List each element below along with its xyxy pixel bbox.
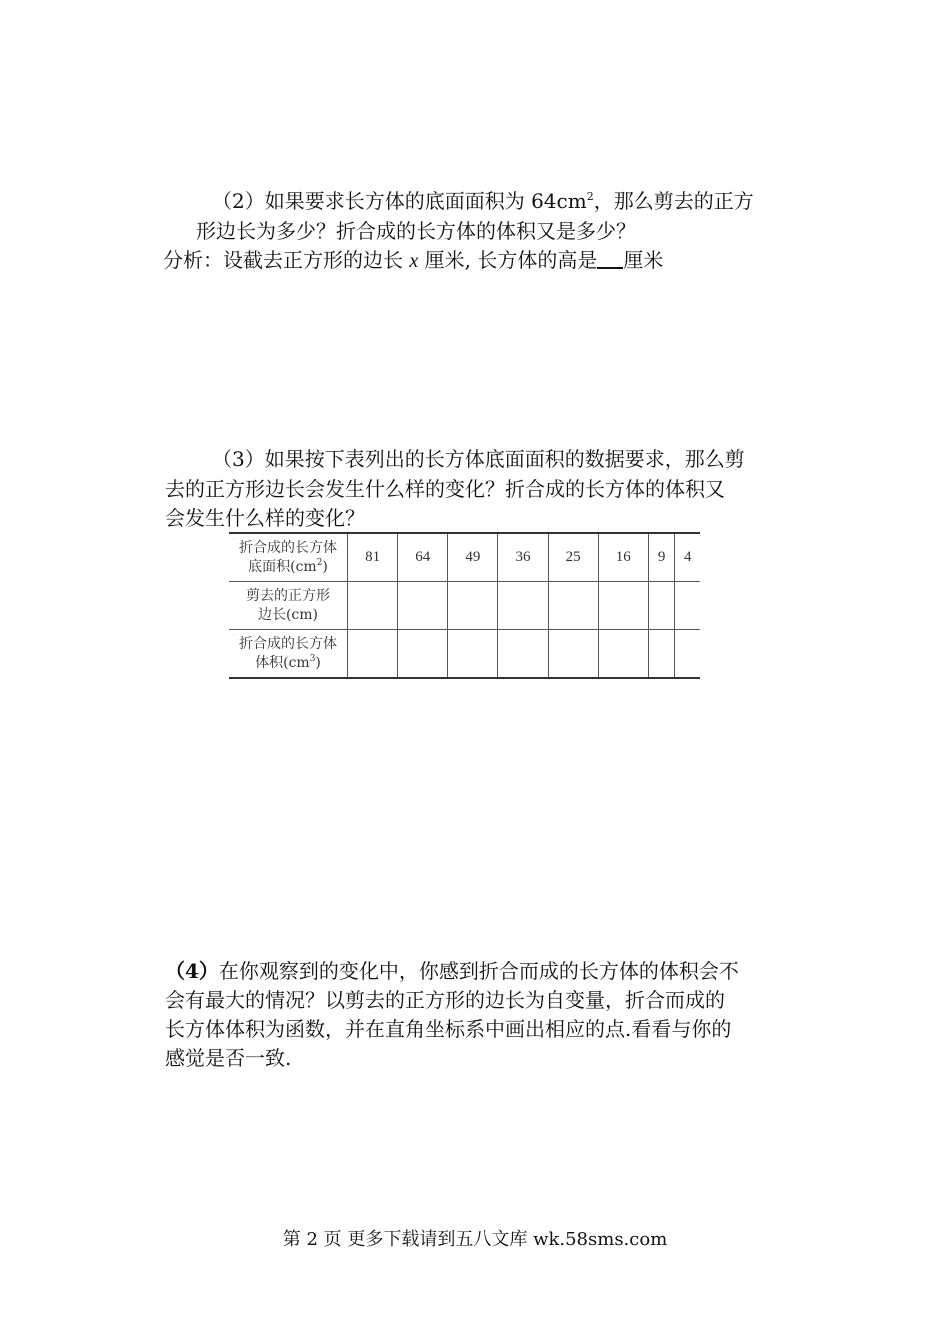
table-cell: 64 bbox=[398, 533, 448, 582]
data-table bbox=[229, 532, 700, 679]
analysis-text-c: 厘米 bbox=[623, 248, 664, 272]
table-cell: 81 bbox=[348, 533, 398, 582]
empty-cell bbox=[448, 582, 498, 630]
q2-line-1-tail: ，那么剪去的正方 bbox=[593, 189, 754, 213]
q3-line-1: （3）如果按下表列出的长方体底面面积的数据要求，那么剪 bbox=[212, 447, 745, 471]
empty-cell bbox=[348, 630, 398, 679]
empty-cell bbox=[448, 630, 498, 679]
q4-line-3: 长方体体积为函数，并在直角坐标系中画出相应的点.看看与你的 bbox=[165, 1017, 732, 1041]
q4-line-2: 会有最大的情况？以剪去的正方形的边长为自变量，折合而成的 bbox=[165, 988, 725, 1012]
row-label-base-area bbox=[229, 533, 348, 582]
row-label-base-area-close: ) bbox=[322, 558, 328, 575]
empty-cell bbox=[398, 582, 448, 630]
table-row-base-area bbox=[229, 533, 700, 582]
row-label-volume-close: ) bbox=[315, 654, 321, 671]
superscript-2: 2 bbox=[586, 190, 594, 203]
row-label-base-area-sup: 2 bbox=[316, 557, 323, 568]
analysis-text-a: 分析：设截去正方形的边长 bbox=[163, 248, 410, 272]
table-row-volume bbox=[229, 630, 700, 679]
q3-line-3: 会发生什么样的变化？ bbox=[165, 506, 365, 530]
empty-cell bbox=[598, 582, 648, 630]
table-cell: 4 bbox=[675, 533, 700, 582]
empty-cell bbox=[548, 582, 598, 630]
variable-x: x bbox=[409, 250, 419, 272]
empty-cell bbox=[648, 630, 675, 679]
empty-cell bbox=[498, 582, 548, 630]
empty-cell bbox=[548, 630, 598, 679]
row-label-volume-line2: 体积(cm bbox=[255, 654, 310, 671]
analysis-text-b: 厘米, 长方体的高是 bbox=[418, 248, 598, 272]
page-footer: 第 2 页 更多下载请到五八文库 wk.58sms.com bbox=[282, 1229, 668, 1250]
row-label-side-length-line1: 剪去的正方形 bbox=[246, 587, 330, 604]
row-label-base-area-line2: 底面积(cm bbox=[248, 558, 317, 575]
row-label-side-length-line2: 边长(cm) bbox=[257, 606, 319, 623]
table-cell: 36 bbox=[498, 533, 548, 582]
q2-analysis bbox=[163, 246, 663, 275]
row-label-side-length bbox=[229, 582, 348, 630]
empty-cell bbox=[648, 582, 675, 630]
row-label-base-area-line1: 折合成的长方体 bbox=[239, 539, 337, 556]
q2-line-1 bbox=[212, 187, 754, 215]
row-label-volume-sup: 3 bbox=[309, 653, 316, 664]
q4-line-1 bbox=[165, 957, 739, 985]
table-cell: 9 bbox=[648, 533, 675, 582]
row-label-volume-line1: 折合成的长方体 bbox=[239, 635, 337, 652]
empty-cell bbox=[675, 582, 700, 630]
q2-line-1-text: （2）如果要求长方体的底面面积为 64cm bbox=[212, 189, 587, 213]
q3-line-2: 去的正方形边长会发生什么样的变化？折合成的长方体的体积又 bbox=[165, 477, 725, 501]
empty-cell bbox=[348, 582, 398, 630]
empty-cell bbox=[598, 630, 648, 679]
fill-in-blank bbox=[597, 247, 623, 269]
q4-line-1-text: 在你观察到的变化中，你感到折合而成的长方体的体积会不 bbox=[218, 959, 739, 983]
table-row-side-length bbox=[229, 582, 700, 630]
empty-cell bbox=[675, 630, 700, 679]
table-cell: 25 bbox=[548, 533, 598, 582]
row-label-volume bbox=[229, 630, 348, 679]
table-cell: 49 bbox=[448, 533, 498, 582]
q4-line-4: 感觉是否一致. bbox=[165, 1046, 292, 1070]
q2-line-2: 形边长为多少？折合成的长方体的体积又是多少？ bbox=[196, 219, 636, 243]
q4-label: （4） bbox=[165, 959, 219, 983]
table-cell: 16 bbox=[598, 533, 648, 582]
empty-cell bbox=[498, 630, 548, 679]
empty-cell bbox=[398, 630, 448, 679]
